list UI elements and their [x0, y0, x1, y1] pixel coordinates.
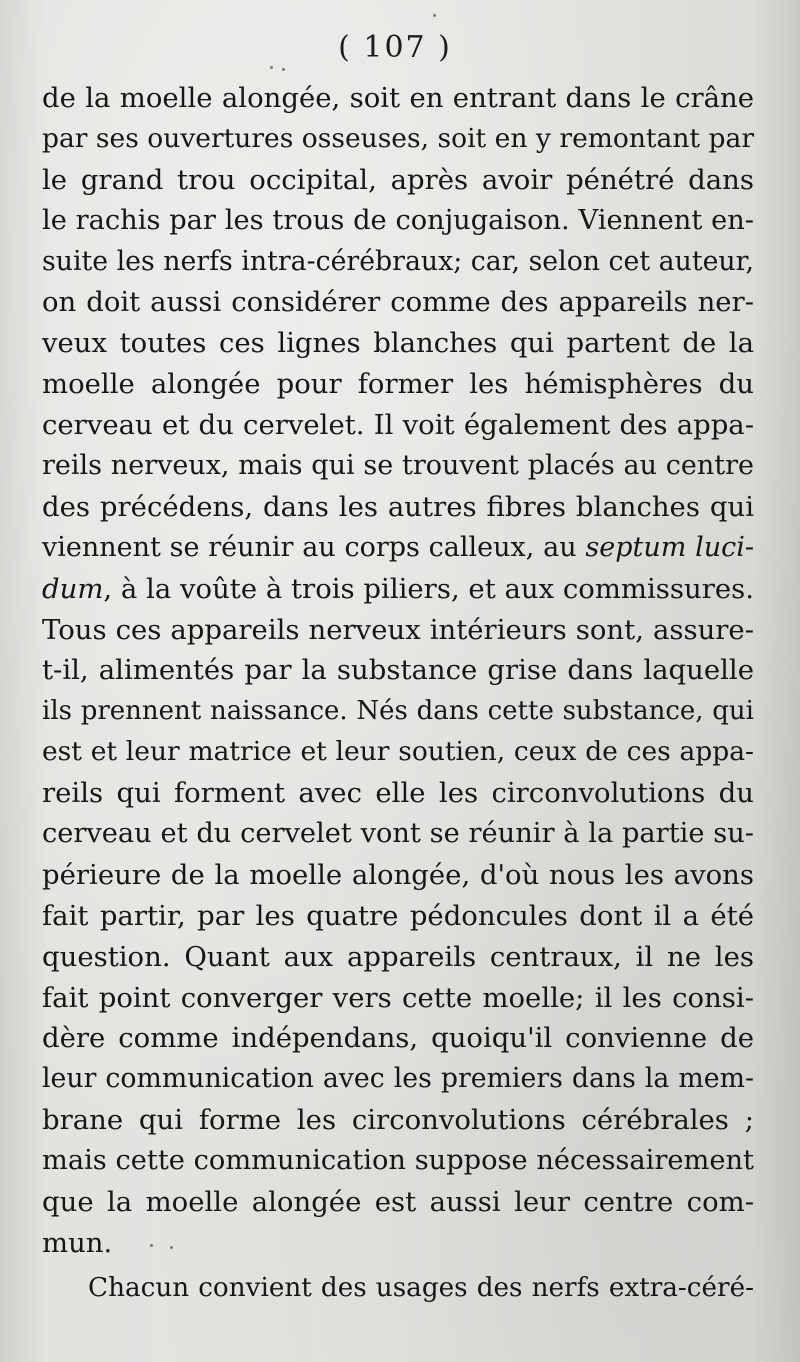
text-line [42, 1268, 754, 1309]
text-line [42, 978, 754, 1019]
text-line [42, 528, 754, 569]
text-run: dère comme indépendans, quoiqu'il convienne de [42, 1022, 754, 1055]
text-line [42, 1100, 754, 1141]
text-line [42, 569, 754, 610]
text-line [42, 1141, 754, 1182]
text-line [42, 650, 754, 691]
paper-speck [170, 1246, 173, 1249]
text-run: moelle alongée pour former les hémisphères du [42, 368, 754, 401]
text-line [42, 487, 754, 528]
text-run: veux toutes ces lignes blanches qui partent de la [42, 327, 754, 360]
text-line [42, 1018, 754, 1059]
text-run: brane qui forme les circonvolutions cérébrales ; [42, 1104, 754, 1137]
text-run: mun. [42, 1226, 113, 1259]
text-line [42, 201, 754, 242]
text-line [42, 119, 754, 160]
text-run: mais cette communication suppose nécessairement [42, 1145, 754, 1177]
text-line [42, 814, 754, 855]
paper-speck [150, 1244, 153, 1247]
italic-term: dum [42, 572, 104, 605]
text-line [42, 160, 754, 201]
text-run: le rachis par les trous de conjugaison. Viennent en- [42, 204, 754, 236]
text-run: est et leur matrice et leur soutien, ceux de ces appa- [42, 736, 754, 768]
text-run: viennent se réunir au corps calleux, au [42, 531, 586, 563]
text-run: Chacun convient des usages des nerfs extra-céré- [88, 1272, 754, 1303]
text-line [42, 1182, 754, 1223]
page-number: ( 107 ) [338, 30, 452, 65]
body-text [42, 78, 754, 1309]
text-line [42, 323, 754, 364]
text-run: que la moelle alongée est aussi leur centre com- [42, 1186, 754, 1219]
text-line [42, 282, 754, 323]
text-line [42, 896, 754, 937]
text-line [42, 78, 754, 119]
text-line [42, 446, 754, 487]
text-line [42, 405, 754, 446]
text-run: cerveau et du cervelet. Il voit également des appa- [42, 409, 754, 442]
text-run: reils qui forment avec elle les circonvolutions du [42, 777, 754, 810]
text-run: de la moelle alongée, soit en entrant dans le crâne [42, 82, 754, 114]
text-line [42, 855, 754, 896]
text-run: cerveau et du cervelet vont se réunir à la partie su- [42, 818, 754, 850]
text-run: par ses ouvertures osseuses, soit en y remontant par [42, 122, 754, 154]
text-run: question. Quant aux appareils centraux, il ne les [42, 940, 754, 973]
text-line [42, 364, 754, 405]
text-run: le grand trou occipital, après avoir pénétré dans [42, 163, 754, 196]
text-run: ils prennent naissance. Nés dans cette substance, qui [42, 696, 754, 727]
text-run: périeure de la moelle alongée, d'où nous les avons [42, 858, 754, 891]
paper-speck [282, 68, 285, 71]
text-run: des précédens, dans les autres fibres blanches qui [42, 490, 754, 523]
text-line [42, 242, 754, 283]
italic-term: septum luci- [585, 531, 754, 563]
text-run: fait point converger vers cette moelle; il les consi- [42, 981, 754, 1014]
text-run: suite les nerfs intra-cérébraux; car, selon cet auteur, [42, 245, 754, 277]
paper-speck [270, 66, 273, 69]
text-line [42, 691, 754, 732]
text-line [42, 1059, 754, 1100]
text-run: , à la voûte à trois piliers, et aux commissures. [103, 572, 754, 605]
text-line [42, 732, 754, 773]
text-line [42, 773, 754, 814]
text-line [42, 1223, 754, 1264]
text-run: leur communication avec les premiers dans la mem- [42, 1063, 754, 1095]
text-line [42, 937, 754, 978]
text-run: t-il, alimentés par la substance grise dans laquelle [42, 654, 754, 687]
text-line [42, 610, 754, 651]
text-run: fait partir, par les quatre pédoncules dont il a été [42, 899, 754, 932]
paper-speck [433, 14, 436, 17]
text-run: reils nerveux, mais qui se trouvent placés au centre [42, 450, 754, 482]
text-run: Tous ces appareils nerveux intérieurs sont, assure- [42, 613, 754, 646]
text-run: on doit aussi considérer comme des appareils ner- [42, 286, 754, 319]
